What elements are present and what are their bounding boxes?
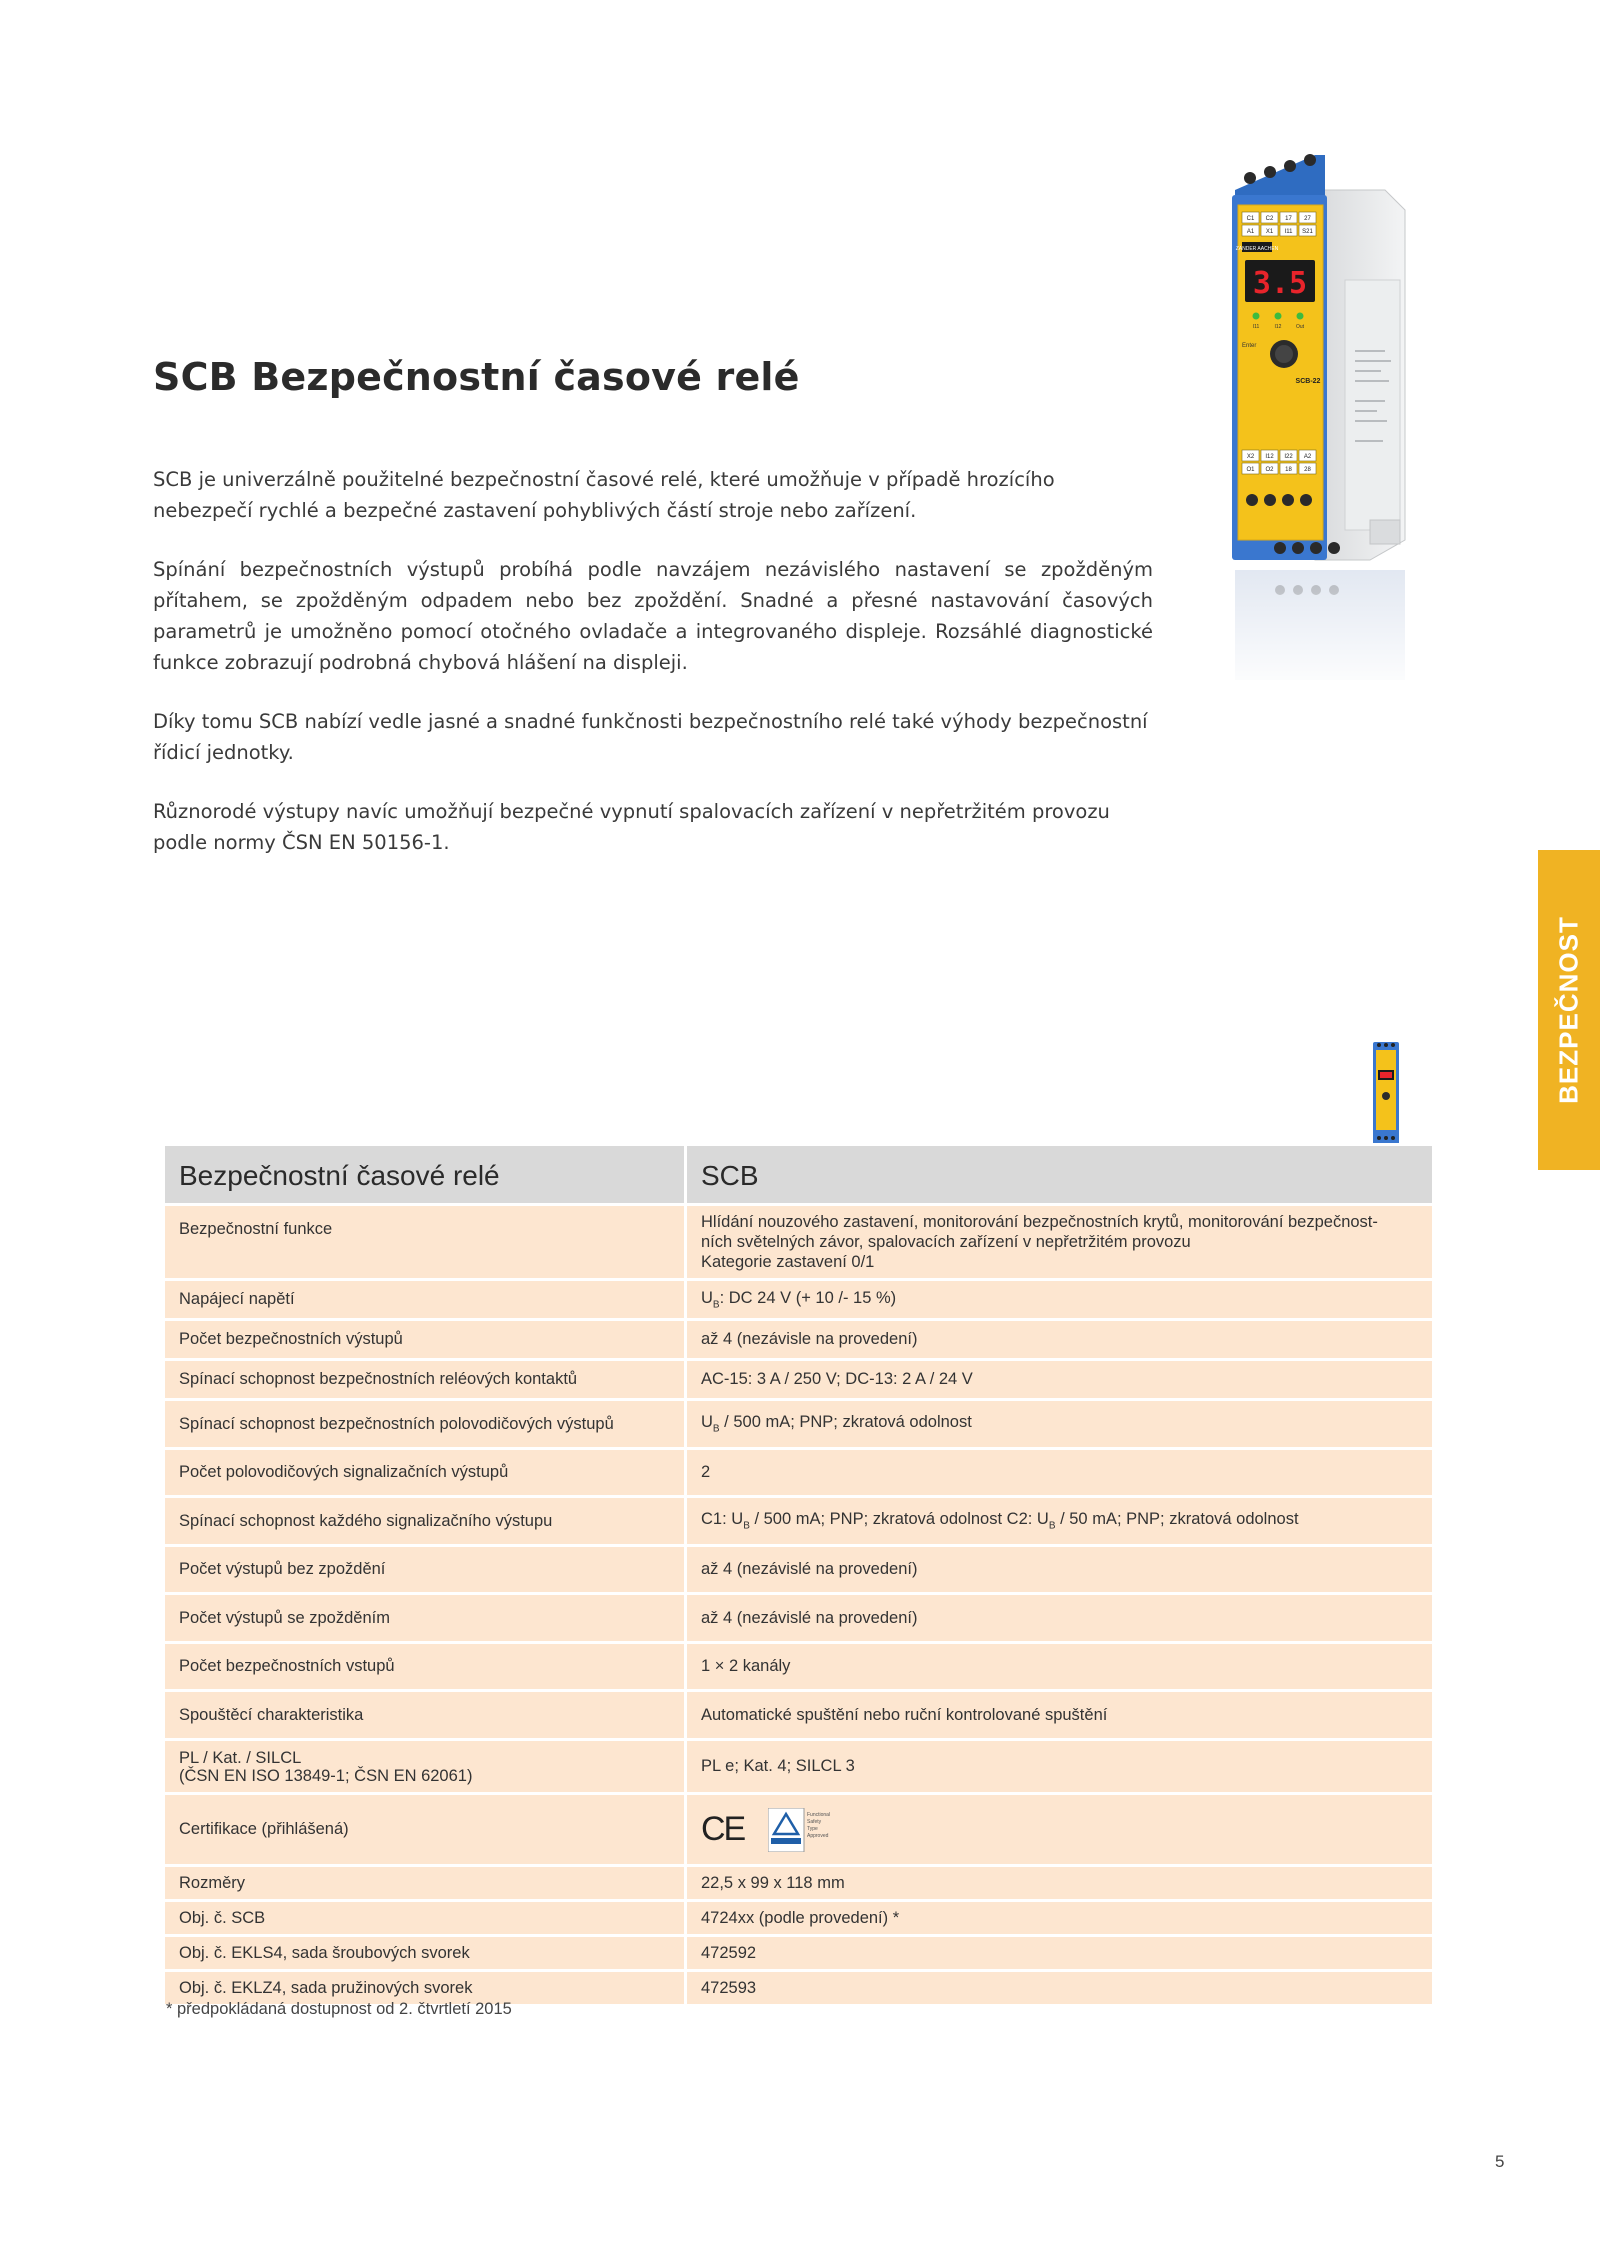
intro-text bbox=[153, 464, 1153, 886]
table-row bbox=[164, 1360, 1434, 1400]
tuv-certification-icon bbox=[768, 1808, 840, 1852]
ce-mark-icon: CE bbox=[701, 1810, 745, 1848]
table-row bbox=[164, 1400, 1434, 1449]
row-value: až 4 (nezávislé na provedení) bbox=[686, 1594, 1434, 1643]
row-value-sub: B bbox=[1048, 1520, 1056, 1532]
tuv-label: Type bbox=[807, 1825, 819, 1832]
table-row bbox=[164, 1936, 1434, 1971]
product-photo bbox=[1220, 150, 1420, 710]
terminal-label: O1 bbox=[1246, 467, 1255, 473]
row-label-line: PL / Kat. / SILCL bbox=[179, 1748, 302, 1767]
terminal-label: C1 bbox=[1246, 216, 1255, 222]
row-label: Obj. č. EKLS4, sada šroubových svorek bbox=[164, 1936, 686, 1971]
intro-paragraph: Díky tomu SCB nabízí vedle jasné a snadné funkčnosti bezpečnostního relé také výhody bezpečnostní řídicí jednotky. bbox=[153, 710, 1148, 764]
product-thumbnail bbox=[1372, 1040, 1400, 1148]
row-value-sub: B bbox=[712, 1423, 720, 1435]
table-row bbox=[164, 1594, 1434, 1643]
row-value-part: / 500 mA; PNP; zkratová odolnost bbox=[719, 1413, 972, 1432]
row-label: Spouštěcí charakteristika bbox=[164, 1691, 686, 1740]
row-value-part: : DC 24 V (+ 10 /- 15 %) bbox=[719, 1288, 897, 1307]
table-row bbox=[164, 1205, 1434, 1280]
tuv-label: Functional bbox=[807, 1811, 831, 1818]
row-value: 22,5 x 99 x 118 mm bbox=[686, 1866, 1434, 1901]
row-value: 1 × 2 kanály bbox=[686, 1643, 1434, 1691]
row-label: Certifikace (přihlášená) bbox=[164, 1794, 686, 1866]
row-value: až 4 (nezávislé na provedení) bbox=[686, 1546, 1434, 1594]
table-row bbox=[164, 1643, 1434, 1691]
terminal-label: X1 bbox=[1265, 229, 1274, 235]
row-label: Spínací schopnost bezpečnostních polovodičových výstupů bbox=[164, 1400, 686, 1449]
section-tab-label: BEZPEČNOST bbox=[1553, 916, 1584, 1104]
enter-label: Enter bbox=[1242, 343, 1257, 349]
row-value bbox=[686, 1280, 1434, 1320]
intro-paragraph: Různorodé výstupy navíc umožňují bezpečné vypnutí spalovacích zařízení v nepřetržitém provozu podle normy ČSN EN 50156-1. bbox=[153, 800, 1110, 854]
row-value: Automatické spuštění nebo ruční kontrolované spuštění bbox=[686, 1691, 1434, 1740]
led-label: I11 bbox=[1252, 324, 1260, 330]
row-label: Počet polovodičových signalizačních výstupů bbox=[164, 1449, 686, 1497]
intro-paragraph: SCB je univerzálně použitelné bezpečnostní časové relé, které umožňuje v případě hrozícího nebezpečí rychlé a bezpečné zastavení pohyblivých částí stroje nebo zařízení. bbox=[153, 468, 1055, 522]
row-value-part: / 50 mA; PNP; zkratová odolnost bbox=[1055, 1510, 1299, 1529]
table-row bbox=[164, 1794, 1434, 1866]
row-value bbox=[686, 1400, 1434, 1449]
row-value: 4724xx (podle provedení) * bbox=[686, 1901, 1434, 1936]
row-value: AC-15: 3 A / 250 V; DC-13: 2 A / 24 V bbox=[686, 1360, 1434, 1400]
page-title: SCB Bezpečnostní časové relé bbox=[153, 355, 800, 399]
terminal-label: C2 bbox=[1265, 216, 1274, 222]
row-value-line: Kategorie zastavení 0/1 bbox=[701, 1253, 875, 1271]
row-value-line: Hlídání nouzového zastavení, monitorování bezpečnostních krytů, monitorování bezpečnost- bbox=[701, 1213, 1378, 1231]
row-label: Spínací schopnost bezpečnostních reléových kontaktů bbox=[164, 1360, 686, 1400]
row-label: Bezpečnostní funkce bbox=[164, 1205, 686, 1280]
terminal-label: 28 bbox=[1304, 467, 1311, 473]
row-value: PL e; Kat. 4; SILCL 3 bbox=[686, 1740, 1434, 1794]
intro-paragraph: Spínání bezpečnostních výstupů probíhá podle navzájem nezávislého nastavení se zpožděným přítahem, se zpožděným odpadem nebo bez zpoždění. Snadné a přesné nastavování časových parametrů je umožněno pomocí otočného ovladače a integrovaného displeje. Rozsáhlé diagnostické funkce zobrazují podrobná chybová hlášení na displeji. bbox=[153, 558, 1153, 674]
row-value-part: C1: U bbox=[701, 1510, 744, 1529]
terminal-label: 18 bbox=[1285, 467, 1292, 473]
row-value: 472593 bbox=[686, 1971, 1434, 2006]
row-label: Počet výstupů bez zpoždění bbox=[164, 1546, 686, 1594]
device-display-value: 3.5 bbox=[1252, 266, 1308, 301]
page-number: 5 bbox=[1495, 2152, 1505, 2171]
table-row bbox=[164, 1866, 1434, 1901]
terminal-label: X2 bbox=[1246, 454, 1255, 460]
terminal-label: S21 bbox=[1302, 229, 1313, 235]
table-header-cell: Bezpečnostní časové relé bbox=[164, 1145, 686, 1205]
row-label bbox=[164, 1740, 686, 1794]
row-value: až 4 (nezávisle na provedení) bbox=[686, 1320, 1434, 1360]
led-label: Out bbox=[1295, 324, 1305, 330]
row-label: Počet bezpečnostních vstupů bbox=[164, 1643, 686, 1691]
row-value bbox=[686, 1497, 1434, 1546]
brand-label: ZANDER AACHEN bbox=[1235, 246, 1279, 252]
terminal-label: 27 bbox=[1304, 216, 1311, 222]
footnote: * předpokládaná dostupnost od 2. čtvrtletí 2015 bbox=[166, 2000, 512, 2018]
terminal-label: I22 bbox=[1284, 454, 1293, 460]
terminal-label: O2 bbox=[1265, 467, 1274, 473]
table-row bbox=[164, 1901, 1434, 1936]
table-header-row bbox=[164, 1145, 1434, 1205]
row-value-part: U bbox=[701, 1288, 713, 1307]
terminal-label: 17 bbox=[1285, 216, 1292, 222]
row-value: 2 bbox=[686, 1449, 1434, 1497]
row-value-sub: B bbox=[743, 1520, 750, 1532]
row-label: Rozměry bbox=[164, 1866, 686, 1901]
device-model-label: SCB-22 bbox=[1295, 378, 1321, 385]
tuv-label: Approved bbox=[807, 1832, 829, 1839]
row-label-line: (ČSN EN ISO 13849-1; ČSN EN 62061) bbox=[179, 1766, 473, 1785]
row-label: Napájecí napětí bbox=[164, 1280, 686, 1320]
row-value: 472592 bbox=[686, 1936, 1434, 1971]
spec-table bbox=[162, 1143, 1435, 2007]
row-value-line: ních světelných závor, spalovacích zařízení v nepřetržitém provozu bbox=[701, 1233, 1191, 1251]
table-row bbox=[164, 1740, 1434, 1794]
row-label: Spínací schopnost každého signalizačního výstupu bbox=[164, 1497, 686, 1546]
row-label: Počet výstupů se zpožděním bbox=[164, 1594, 686, 1643]
terminal-label: A1 bbox=[1246, 229, 1255, 235]
section-tab bbox=[1538, 850, 1600, 1170]
row-label: Počet bezpečnostních výstupů bbox=[164, 1320, 686, 1360]
row-value-sub: B bbox=[712, 1299, 720, 1311]
terminal-label: I12 bbox=[1265, 454, 1274, 460]
terminal-label: A2 bbox=[1303, 454, 1312, 460]
table-header-cell: SCB bbox=[686, 1145, 1434, 1205]
row-value bbox=[686, 1794, 1434, 1866]
row-label: Obj. č. EKLZ4, sada pružinových svorek bbox=[164, 1971, 686, 2006]
table-row bbox=[164, 1280, 1434, 1320]
tuv-label: Safety bbox=[807, 1818, 822, 1825]
row-value-part: U bbox=[701, 1413, 713, 1432]
terminal-label: I11 bbox=[1284, 229, 1293, 235]
row-value bbox=[686, 1205, 1434, 1280]
led-label: I12 bbox=[1274, 324, 1282, 330]
table-row bbox=[164, 1497, 1434, 1546]
table-row bbox=[164, 1691, 1434, 1740]
table-row bbox=[164, 1449, 1434, 1497]
row-label: Obj. č. SCB bbox=[164, 1901, 686, 1936]
table-row bbox=[164, 1546, 1434, 1594]
table-row bbox=[164, 1320, 1434, 1360]
row-value-part: / 500 mA; PNP; zkratová odolnost C2: U bbox=[749, 1510, 1049, 1529]
